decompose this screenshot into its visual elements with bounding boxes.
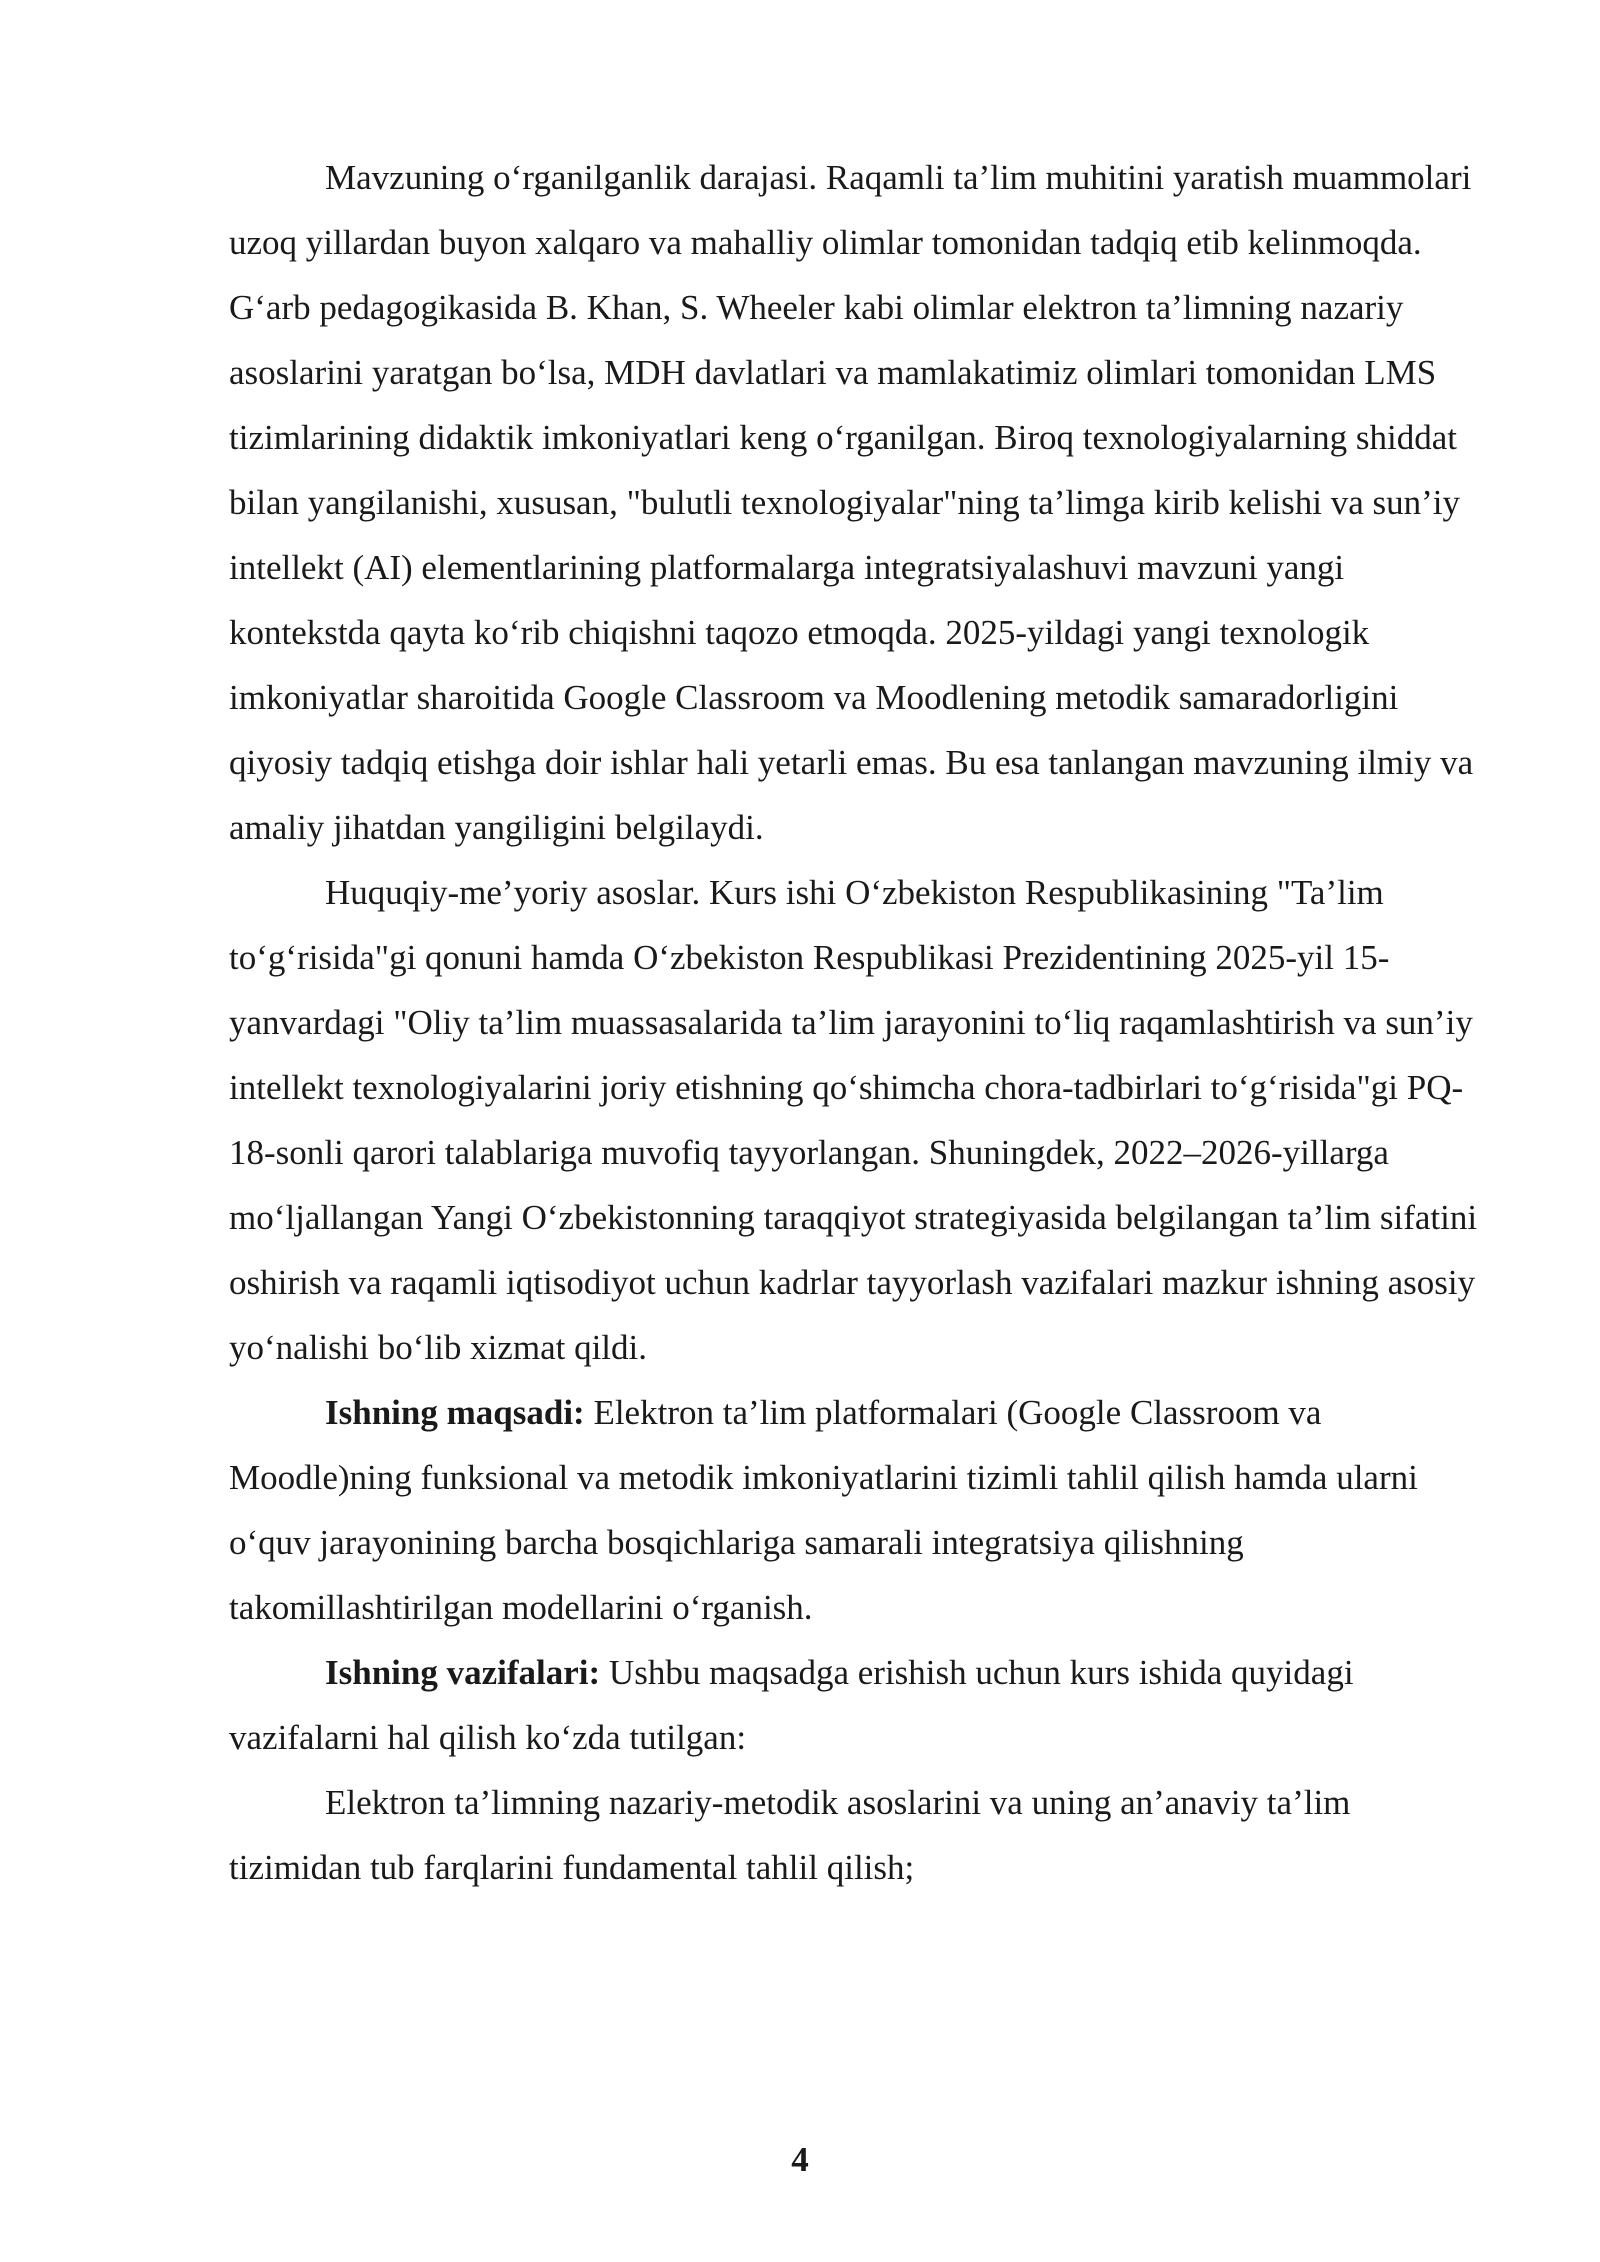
page-number: 4	[791, 2140, 809, 2179]
paragraph-tasks	[229, 1640, 1485, 1770]
paragraph-text: Elektron ta’limning nazariy-metodik asoslarini va uning an’anaviy ta’lim tizimidan tub farqlarini fundamental tahlil qilish;	[229, 1783, 1351, 1887]
paragraph-text: Huquqiy-me’yoriy asoslar. Kurs ishi O‘zbekiston Respublikasining "Ta’lim to‘g‘risida"gi qonuni hamda O‘zbekiston Respublikasi Prezidentining 2025-yil 15-yanvardagi "Oliy ta’lim muassasalarida ta’lim jarayonini to‘liq raqamlashtirish va sun’iy intellekt texnologiyalarini joriy etishning qo‘shimcha chora-tadbirlari to‘g‘risida"gi PQ-18-sonli qarori talablariga muvofiq tayyorlangan. Shuningdek, 2022–2026-yillarga mo‘ljallangan Yangi O‘zbekistonning taraqqiyot strategiyasida belgilangan ta’lim sifatini oshirish va raqamli iqtisodiyot uchun kadrlar tayyorlash vazifalari mazkur ishning asosiy yo‘nalishi bo‘lib xizmat qildi.	[229, 873, 1478, 1367]
paragraph-task-item	[229, 1770, 1485, 1900]
paragraph-goal	[229, 1380, 1485, 1640]
paragraph-legal-basis	[229, 860, 1485, 1380]
paragraph-research-degree	[229, 145, 1485, 860]
paragraph-lead-bold: Ishning maqsadi:	[325, 1393, 585, 1432]
paragraph-text: Mavzuning o‘rganilganlik darajasi. Raqamli ta’lim muhitini yaratish muammolari uzoq yillardan buyon xalqaro va mahalliy olimlar tomonidan tadqiq etib kelinmoqda. G‘arb pedagogikasida B. Khan, S. Wheeler kabi olimlar elektron ta’limning nazariy asoslarini yaratgan bo‘lsa, MDH davlatlari va mamlakatimiz olimlari tomonidan LMS tizimlarining didaktik imkoniyatlari keng o‘rganilgan. Biroq texnologiyalarning shiddat bilan yangilanishi, xususan, "bulutli texnologiyalar"ning ta’limga kirib kelishi va sun’iy intellekt (AI) elementlarining platformalarga integratsiyalashuvi mavzuni yangi kontekstda qayta ko‘rib chiqishni taqozo etmoqda. 2025-yildagi yangi texnologik imkoniyatlar sharoitida Google Classroom va Moodlening metodik samaradorligini qiyosiy tadqiq etishga doir ishlar hali yetarli emas. Bu esa tanlangan mavzuning ilmiy va amaliy jihatdan yangiligini belgilaydi.	[229, 158, 1474, 847]
paragraph-text: Elektron ta’lim platformalari (Google Classroom va Moodle)ning funksional va metodik imkoniyatlarini tizimli tahlil qilish hamda ularni o‘quv jarayonining barcha bosqichlariga samarali integratsiya qilishning takomillashtirilgan modellarini o‘rganish.	[229, 1393, 1418, 1627]
paragraph-text: Ushbu maqsadga erishish uchun kurs ishida quyidagi vazifalarni hal qilish ko‘zda tutilgan:	[229, 1653, 1354, 1757]
paragraph-lead-bold: Ishning vazifalari:	[325, 1653, 601, 1692]
document-body	[229, 145, 1485, 1900]
